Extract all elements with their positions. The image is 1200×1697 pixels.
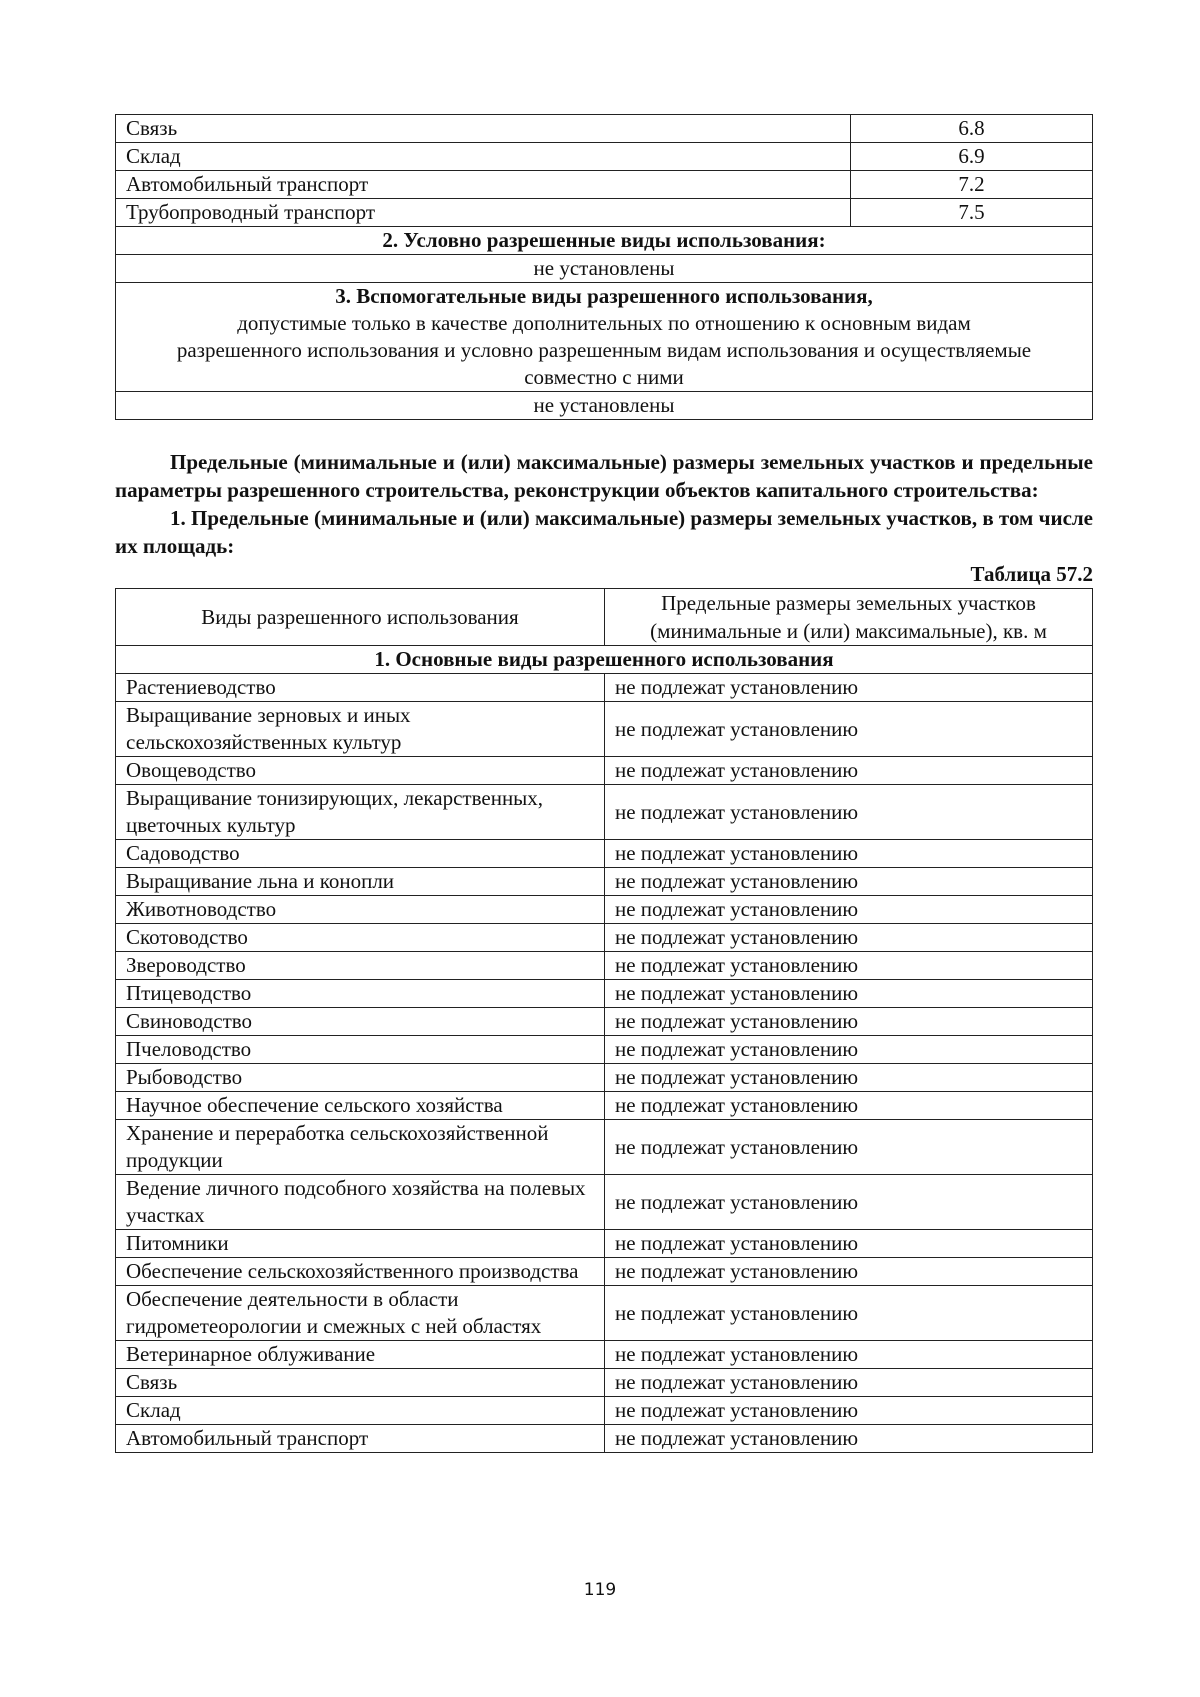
use-name: Выращивание зерновых и иных сельскохозяйственных культур (116, 702, 605, 757)
use-name: Пчеловодство (116, 1036, 605, 1064)
table-row (116, 840, 1093, 868)
intro-paragraph: 1. Предельные (минимальные и (или) максимальные) размеры земельных участков, в том числе их площадь: (115, 506, 1093, 558)
table-row (116, 1008, 1093, 1036)
table-row (116, 143, 1093, 171)
use-code: 6.8 (851, 115, 1093, 143)
use-name: Рыбоводство (116, 1064, 605, 1092)
size-limit: не подлежат установлению (605, 1286, 1093, 1341)
table-row (116, 1286, 1093, 1341)
plot-size-table (115, 588, 1093, 1453)
use-name: Садоводство (116, 840, 605, 868)
size-limit: не подлежат установлению (605, 840, 1093, 868)
table-header-row (116, 589, 1093, 646)
table-row (116, 896, 1093, 924)
size-limit: не подлежат установлению (605, 1064, 1093, 1092)
size-limit: не подлежат установлению (605, 1175, 1093, 1230)
use-name: Питомники (116, 1230, 605, 1258)
table-row (116, 171, 1093, 199)
use-name: Овощеводство (116, 757, 605, 785)
use-name: Склад (116, 143, 851, 171)
size-limit: не подлежат установлению (605, 1425, 1093, 1453)
table-row (116, 980, 1093, 1008)
use-name: Птицеводство (116, 980, 605, 1008)
use-name: Животноводство (116, 896, 605, 924)
size-limit: не подлежат установлению (605, 1036, 1093, 1064)
use-name: Ветеринарное облуживание (116, 1341, 605, 1369)
size-limit: не подлежат установлению (605, 1230, 1093, 1258)
use-name: Связь (116, 115, 851, 143)
table-row (116, 1397, 1093, 1425)
table-row (116, 1258, 1093, 1286)
page-number: 119 (583, 1580, 617, 1600)
use-name: Свиноводство (116, 1008, 605, 1036)
use-code: 6.9 (851, 143, 1093, 171)
table-row (116, 283, 1093, 392)
auxiliary-uses-text: допустимые только в качестве дополнительных по отношению к основным видам разрешенного использования и условно разрешенным видам использования и осуществляемые совместно с ними (176, 311, 1032, 389)
table-row (116, 1425, 1093, 1453)
auxiliary-uses-value: не установлены (116, 392, 1093, 420)
table-row (116, 199, 1093, 227)
intro-paragraph: Предельные (минимальные и (или) максимальные) размеры земельных участков и предельные параметры разрешенного строительства, реконструкции объектов капитального строительства: (115, 450, 1093, 502)
table-row (116, 1369, 1093, 1397)
use-name: Обеспечение деятельности в области гидрометеорологии и смежных с ней областях (116, 1286, 605, 1341)
table-row (116, 868, 1093, 896)
use-name: Выращивание льна и конопли (116, 868, 605, 896)
size-limit: не подлежат установлению (605, 1120, 1093, 1175)
size-limit: не подлежат установлению (605, 757, 1093, 785)
use-name: Связь (116, 1369, 605, 1397)
section-title: 1. Основные виды разрешенного использования (116, 646, 1093, 674)
column-header: Предельные размеры земельных участков (минимальные и (или) максимальные), кв. м (605, 589, 1093, 646)
limits-intro (115, 448, 1093, 560)
table-row (116, 255, 1093, 283)
size-limit: не подлежат установлению (605, 1397, 1093, 1425)
size-limit: не подлежат установлению (605, 1258, 1093, 1286)
permitted-uses-table (115, 114, 1093, 420)
table-row (116, 785, 1093, 840)
size-limit: не подлежат установлению (605, 980, 1093, 1008)
use-name: Автомобильный транспорт (116, 171, 851, 199)
table-row (116, 702, 1093, 757)
use-code: 7.2 (851, 171, 1093, 199)
use-name: Трубопроводный транспорт (116, 199, 851, 227)
use-name: Склад (116, 1397, 605, 1425)
table-row (116, 1341, 1093, 1369)
size-limit: не подлежат установлению (605, 868, 1093, 896)
table-row (116, 1092, 1093, 1120)
use-name: Обеспечение сельскохозяйственного производства (116, 1258, 605, 1286)
auxiliary-uses-cell (116, 283, 1093, 392)
size-limit: не подлежат установлению (605, 1341, 1093, 1369)
size-limit: не подлежат установлению (605, 785, 1093, 840)
size-limit: не подлежат установлению (605, 702, 1093, 757)
use-code: 7.5 (851, 199, 1093, 227)
use-name: Скотоводство (116, 924, 605, 952)
size-limit: не подлежат установлению (605, 952, 1093, 980)
use-name: Выращивание тонизирующих, лекарственных, цветочных культур (116, 785, 605, 840)
table-row (116, 1036, 1093, 1064)
use-name: Ведение личного подсобного хозяйства на полевых участках (116, 1175, 605, 1230)
use-name: Растениеводство (116, 674, 605, 702)
document-page (115, 114, 1093, 1453)
table-caption: Таблица 57.2 (970, 562, 1093, 586)
table-row (116, 1230, 1093, 1258)
table-row (116, 1175, 1093, 1230)
size-limit: не подлежат установлению (605, 1092, 1093, 1120)
table-row (116, 227, 1093, 255)
use-name: Звероводство (116, 952, 605, 980)
table-section-row (116, 646, 1093, 674)
table-row (116, 924, 1093, 952)
size-limit: не подлежат установлению (605, 674, 1093, 702)
size-limit: не подлежат установлению (605, 1369, 1093, 1397)
column-header: Виды разрешенного использования (116, 589, 605, 646)
auxiliary-uses-heading: 3. Вспомогательные виды разрешенного использования, (335, 284, 873, 308)
use-name: Научное обеспечение сельского хозяйства (116, 1092, 605, 1120)
use-name: Хранение и переработка сельскохозяйственной продукции (116, 1120, 605, 1175)
table-row (116, 952, 1093, 980)
table-body (116, 674, 1093, 1453)
size-limit: не подлежат установлению (605, 924, 1093, 952)
table-row (116, 757, 1093, 785)
use-name: Автомобильный транспорт (116, 1425, 605, 1453)
table-row (116, 674, 1093, 702)
table-row (116, 115, 1093, 143)
table-row (116, 392, 1093, 420)
conditional-uses-value: не установлены (116, 255, 1093, 283)
size-limit: не подлежат установлению (605, 1008, 1093, 1036)
size-limit: не подлежат установлению (605, 896, 1093, 924)
conditional-uses-heading: 2. Условно разрешенные виды использования: (116, 227, 1093, 255)
table-row (116, 1120, 1093, 1175)
table-row (116, 1064, 1093, 1092)
